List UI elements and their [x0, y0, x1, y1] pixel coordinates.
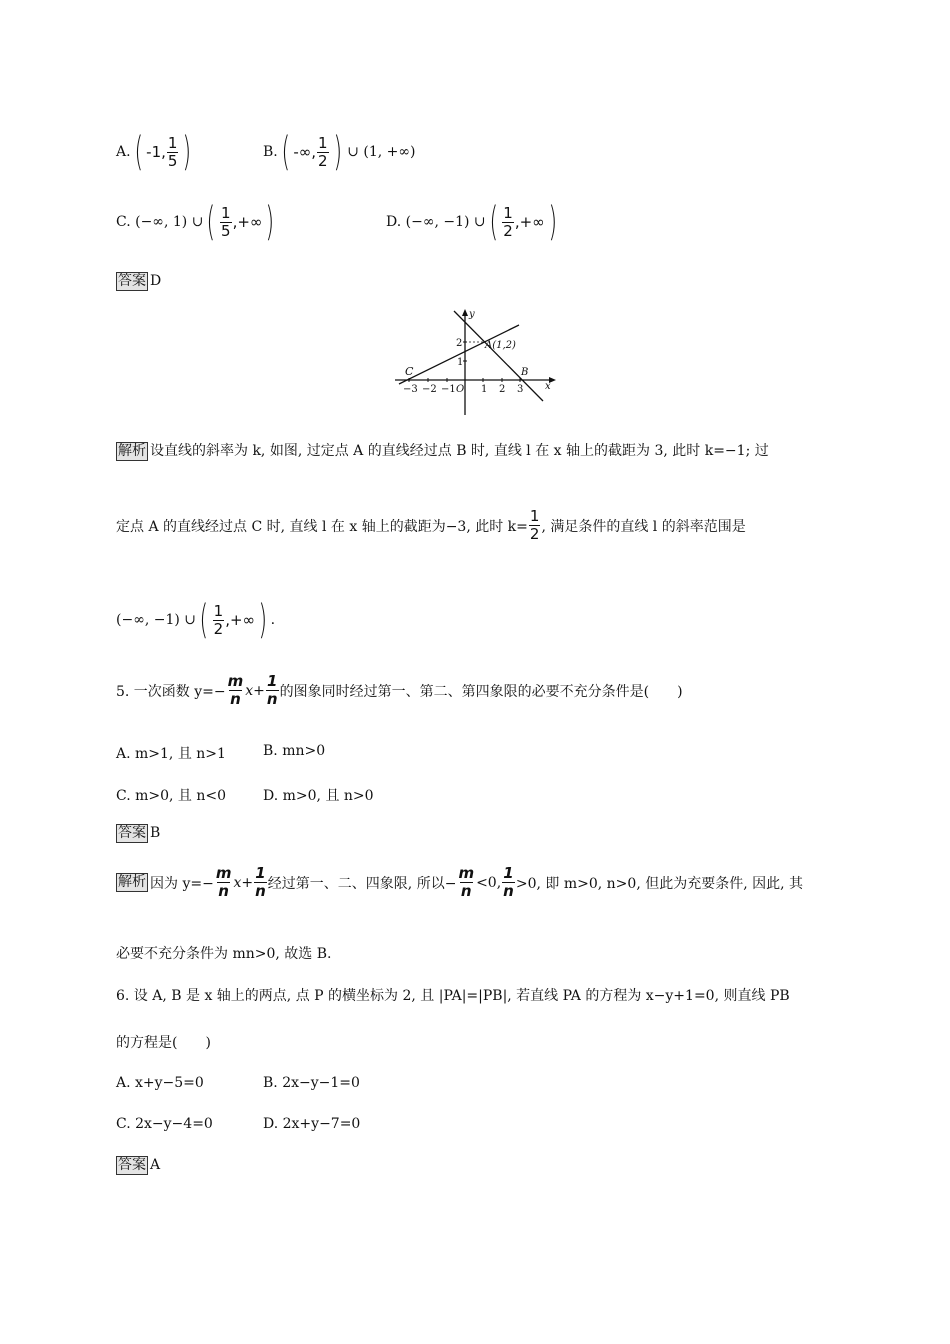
analysis-text: <0,: [476, 874, 502, 891]
option-value: -∞,: [293, 143, 317, 161]
analysis-tag: 解析: [118, 443, 146, 459]
paren-close: ): [265, 199, 275, 245]
q4-option-c: [116, 199, 278, 245]
fraction: [266, 673, 279, 708]
paren-open: (: [281, 129, 290, 175]
tick-label: 2: [499, 384, 506, 395]
q6-option-c: C. 2x−y−4=0: [116, 1116, 213, 1132]
answer-tag: 答案: [118, 273, 146, 289]
numerator: 1: [167, 133, 178, 152]
y-axis-label: y: [469, 309, 475, 320]
numerator: 1: [255, 864, 266, 882]
numerator: 1: [213, 601, 224, 620]
paren-close: ): [258, 597, 268, 643]
fraction: [317, 135, 329, 170]
analysis-text: , 满足条件的直线 l 的斜率范围是: [541, 518, 746, 535]
tick-label: −3: [403, 384, 418, 395]
fraction: [254, 865, 267, 900]
origin-label: O: [456, 384, 465, 395]
answer-tag: 答案: [118, 1157, 146, 1173]
numerator: 1: [503, 203, 513, 222]
denominator: 2: [318, 151, 328, 170]
analysis-text: x+: [233, 874, 254, 891]
question-text: 的图象同时经过第一、第二、第四象限的必要不充分条件是( ): [279, 683, 683, 700]
option-value: ,+∞: [232, 213, 263, 231]
numerator: 1: [529, 507, 540, 525]
option-label: B.: [263, 144, 278, 160]
option-label: A.: [116, 144, 131, 160]
denominator: 2: [503, 221, 513, 240]
fraction: [227, 673, 245, 708]
paren-close: ): [548, 199, 557, 245]
q5-answer: [116, 824, 160, 843]
denominator: n: [460, 882, 472, 900]
paren-close: ): [182, 129, 192, 175]
line-through-c: [399, 325, 519, 384]
tick-label: 1: [481, 384, 488, 395]
q6-option-b: B. 2x−y−1=0: [263, 1075, 360, 1091]
denominator: 2: [529, 525, 540, 543]
tick-label: 3: [517, 384, 524, 395]
numerator: m: [458, 864, 475, 882]
denominator: n: [230, 690, 241, 708]
option-value: ,+∞: [514, 213, 545, 231]
q5-analysis-line2: 必要不充分条件为 mn>0, 故选 B.: [116, 946, 332, 962]
denominator: n: [218, 882, 229, 900]
q6-option-d: D. 2x+y−7=0: [263, 1116, 361, 1132]
answer-tag: 答案: [118, 825, 146, 841]
analysis-text: 经过第一、二、四象限, 所以−: [267, 875, 457, 892]
point-c-label: C: [405, 365, 414, 378]
option-label: C. (−∞, 1) ∪: [116, 214, 204, 230]
q5-option-d: D. m>0, 且 n>0: [263, 788, 374, 804]
analysis-text: >0, 即 m>0, n>0, 但此为充要条件, 因此, 其: [515, 875, 804, 892]
fraction: [529, 508, 541, 543]
numerator: m: [227, 672, 244, 690]
q5-stem: [116, 673, 683, 708]
question-text: x+: [245, 682, 265, 699]
answer-value: A: [150, 1157, 161, 1173]
tick-label: 2: [456, 338, 463, 349]
fraction: [502, 205, 514, 240]
q4-option-a: [116, 129, 195, 175]
numerator: 1: [267, 672, 278, 690]
q4-analysis-line3: [116, 597, 276, 643]
tick-label: −2: [422, 384, 437, 395]
q4-analysis-line1: [116, 440, 769, 461]
answer-value: B: [150, 825, 161, 841]
analysis-text: 定点 A 的直线经过点 C 时, 直线 l 在 x 轴上的截距为−3, 此时 k=: [116, 518, 528, 535]
q4-option-d: [386, 199, 560, 245]
paren-close: ): [333, 129, 342, 175]
fraction: [167, 135, 179, 170]
fraction: [457, 865, 475, 900]
denominator: 5: [167, 151, 178, 170]
analysis-text: (−∞, −1) ∪: [116, 612, 197, 628]
numerator: 1: [318, 133, 328, 152]
q6-stem-line2: 的方程是( ): [116, 1035, 211, 1051]
denominator: n: [266, 690, 278, 708]
q5-option-c: C. m>0, 且 n<0: [116, 788, 227, 804]
paren-open: (: [199, 597, 209, 643]
question-text: 5. 一次函数 y=−: [116, 683, 226, 700]
option-label: D. (−∞, −1) ∪: [386, 214, 486, 230]
q6-option-a: A. x+y−5=0: [116, 1075, 204, 1091]
denominator: 5: [221, 221, 231, 240]
analysis-text: ,+∞: [225, 611, 256, 629]
point-b-label: B: [521, 367, 529, 378]
numerator: m: [215, 864, 232, 882]
analysis-text: .: [270, 612, 276, 628]
numerator: 1: [503, 864, 514, 882]
q4-analysis-line2: [116, 508, 746, 543]
q6-stem-line1: 6. 设 A, B 是 x 轴上的两点, 点 P 的横坐标为 2, 且 |PA|=|PB|, 若直线 PA 的方程为 x−y+1=0, 则直线 PB: [116, 988, 790, 1004]
paren-open: (: [134, 129, 143, 175]
paren-open: (: [489, 199, 498, 245]
q4-option-b: [263, 129, 416, 175]
fraction: [215, 865, 233, 900]
analysis-text: 设直线的斜率为 k, 如图, 过定点 A 的直线经过点 B 时, 直线 l 在 x 轴上的截距为 3, 此时 k=−1; 过: [150, 443, 769, 459]
denominator: 2: [213, 619, 224, 638]
q5-option-a: A. m>1, 且 n>1: [116, 746, 226, 762]
denominator: n: [503, 882, 514, 900]
y-axis-arrow: [462, 309, 468, 316]
analysis-tag: 解析: [118, 874, 146, 890]
x-axis-label: x: [545, 381, 551, 392]
tick-label: 1: [457, 357, 464, 368]
option-value: -1,: [146, 143, 166, 161]
q5-analysis-line1: [116, 865, 803, 900]
numerator: 1: [221, 203, 231, 222]
tick-label: −1: [441, 384, 456, 395]
option-tail: ∪ (1, +∞): [347, 144, 416, 160]
q4-answer: [116, 272, 161, 291]
fraction: [220, 205, 232, 240]
fraction: [502, 865, 515, 900]
q6-answer: [116, 1156, 160, 1175]
fraction: [213, 603, 225, 638]
answer-value: D: [150, 273, 162, 289]
q5-option-b: B. mn>0: [263, 743, 326, 759]
paren-open: (: [206, 199, 216, 245]
point-a-label: A(1,2): [485, 340, 516, 351]
denominator: n: [255, 882, 266, 900]
coordinate-figure: [393, 305, 558, 417]
analysis-text: 因为 y=−: [150, 875, 214, 892]
